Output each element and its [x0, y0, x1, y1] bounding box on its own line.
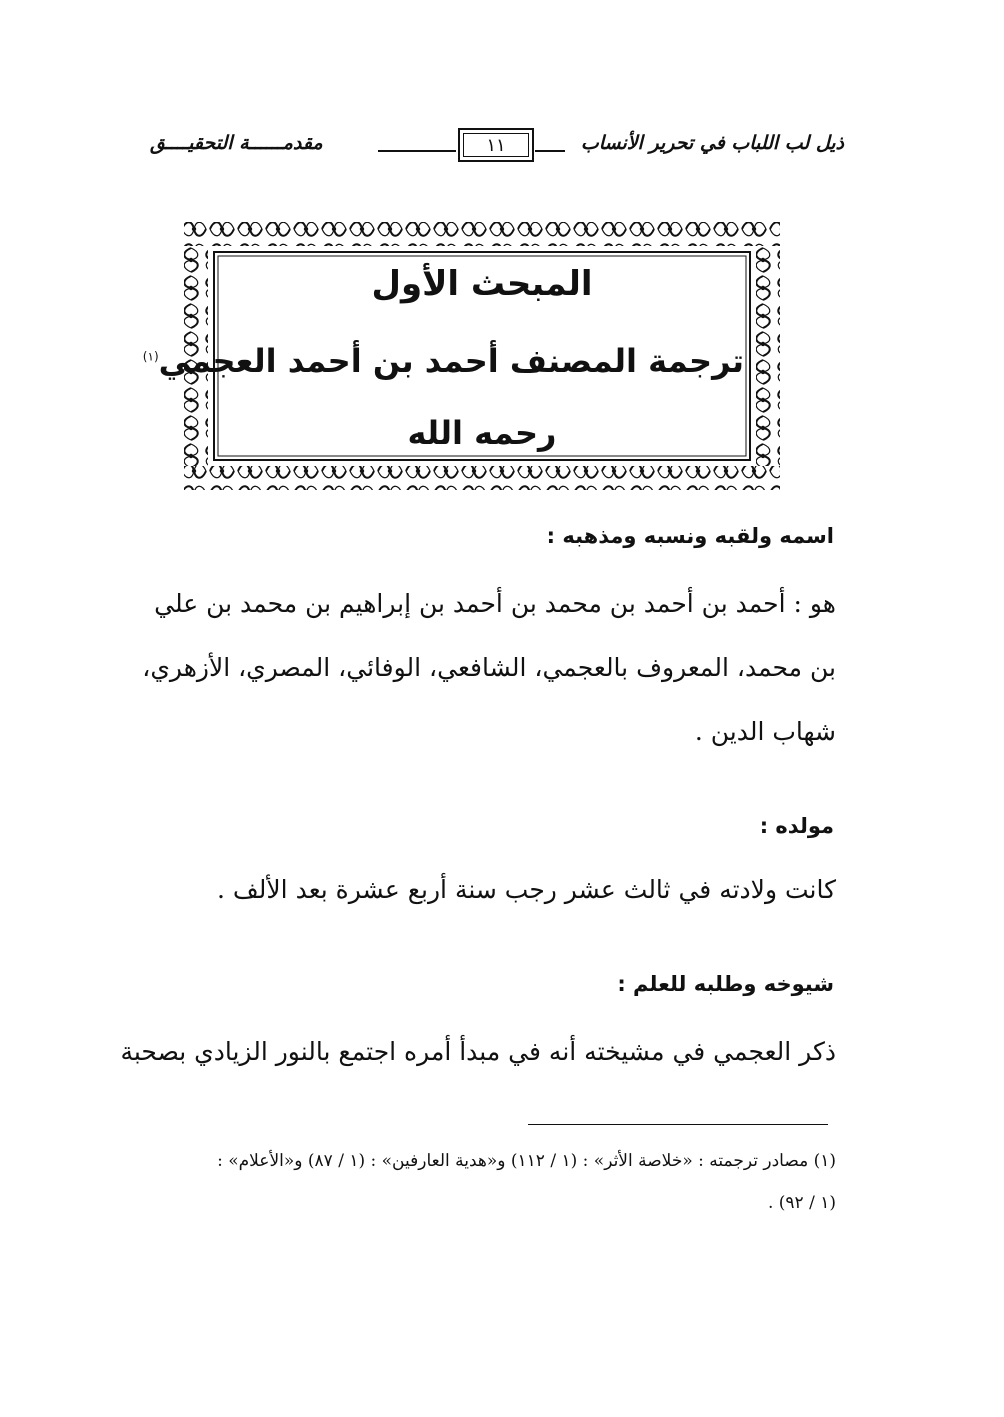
header-rule	[535, 150, 565, 152]
book-title: ذيل لب اللباب في تحرير الأنساب	[580, 132, 844, 154]
footnote-rule	[528, 1124, 828, 1125]
footnote	[138, 1140, 836, 1224]
section-paragraph	[120, 1020, 836, 1084]
section-paragraph	[138, 572, 836, 764]
footnote-marker: (١)	[142, 349, 159, 364]
footnote-line: (١) مصادر ترجمته : «خلاصة الأثر» : (١ / ١١٢) و«هدية العارفين» : (١ / ٨٧) و«الأعلام» :	[217, 1151, 836, 1171]
section-heading: مولده :	[759, 814, 834, 838]
section-heading: اسمه ولقبه ونسبه ومذهبه :	[546, 524, 834, 548]
footnote-line: (١ / ٩٢) .	[767, 1193, 836, 1213]
paragraph-line: بن محمد، المعروف بالعجمي، الشافعي، الوفائي، المصري، الأزهري،	[142, 653, 836, 682]
page-number: ١١	[458, 128, 534, 162]
chapter-subtitle-text: ترجمة المصنف أحمد بن أحمد العجمي	[158, 342, 744, 380]
section-heading: شيوخه وطلبه للعلم :	[617, 972, 834, 996]
chapter-titles	[142, 218, 744, 494]
paragraph-line: شهاب الدين .	[694, 717, 836, 746]
chapter-subtitle	[142, 342, 744, 380]
title-frame	[142, 218, 784, 494]
running-header	[150, 128, 844, 168]
chapter-blessing: رحمه الله	[407, 414, 557, 452]
paragraph-line: هو : أحمد بن أحمد بن محمد بن أحمد بن إبراهيم بن محمد بن علي	[154, 589, 836, 618]
section-title: مقدمــــــة التحقيــــق	[150, 132, 323, 154]
paragraph-line: كانت ولادته في ثالث عشر رجب سنة أربع عشرة بعد الألف .	[217, 875, 836, 904]
header-rule	[378, 150, 456, 152]
chapter-heading: المبحث الأول	[371, 264, 593, 304]
paragraph-line: ذكر العجمي في مشيخته أنه في مبدأ أمره اجتمع بالنور الزيادي بصحبة	[120, 1037, 836, 1066]
section-paragraph	[138, 858, 836, 922]
